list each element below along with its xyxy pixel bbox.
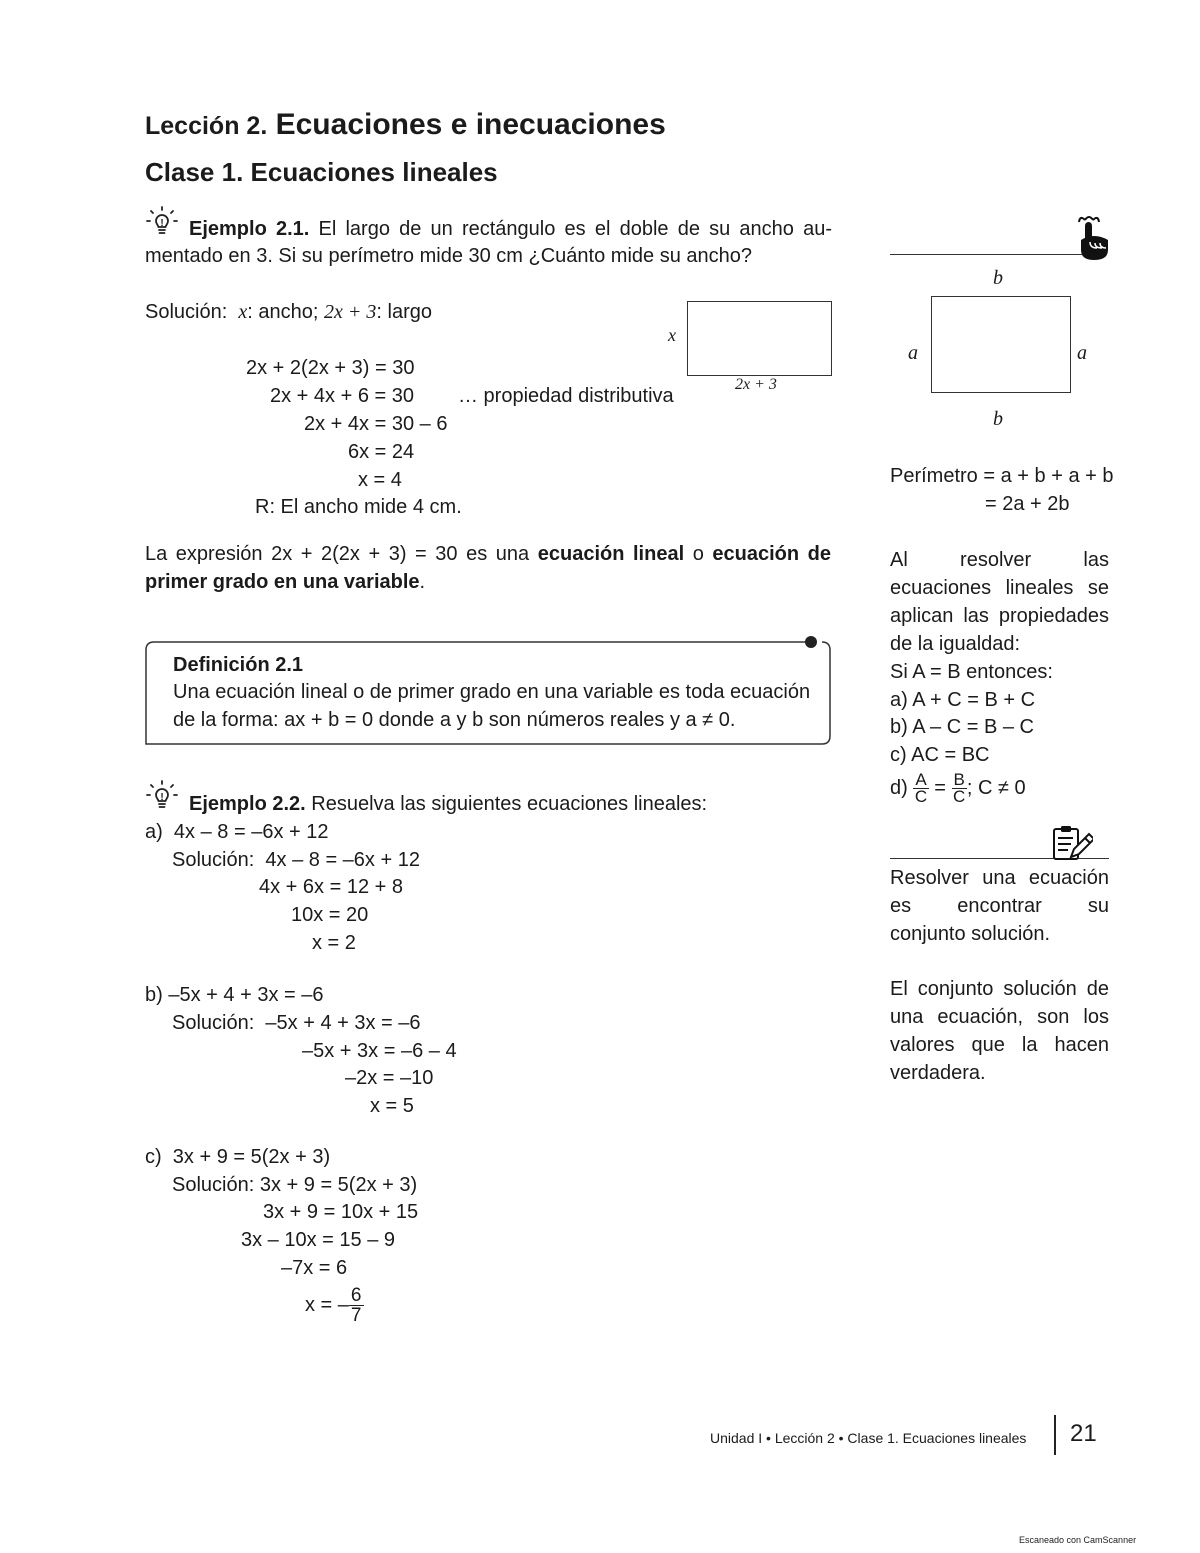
- footer-divider: [1054, 1415, 1056, 1455]
- rectangle-diagram: [687, 301, 832, 376]
- solve-text: Resolver una ecuación es encontrar su conjunto solución.: [890, 867, 1109, 945]
- lesson-title: Lección 2. Ecuaciones e inecuaciones: [145, 108, 666, 141]
- example1-step: 2x + 4x = 30 – 6: [304, 413, 448, 435]
- rect-top-label: b: [993, 267, 1003, 289]
- property-b: b) A – C = B – C: [890, 716, 1034, 738]
- definition-title: Definición 2.1: [173, 654, 304, 676]
- example1-step: x = 4: [358, 469, 402, 491]
- example2b-step: x = 5: [370, 1095, 414, 1117]
- expression-note-line2: primer grado en una variable.: [145, 571, 426, 593]
- clipboard-pencil-icon: [1051, 824, 1093, 862]
- example1-step: 6x = 24: [348, 441, 415, 463]
- example1-line1: Ejemplo 2.1. El largo de un rectángulo es el doble de su ancho au-: [189, 218, 832, 240]
- example2a-equation: a) 4x – 8 = –6x + 12: [145, 821, 329, 843]
- example2b-solution: Solución: –5x + 4 + 3x = –6: [172, 1012, 421, 1034]
- rect-left-label: a: [908, 342, 918, 364]
- fraction: $\frac{B}{C}$: [953, 770, 966, 806]
- example1-step: 2x + 2(2x + 3) = 30: [246, 357, 415, 379]
- svg-text:!: !: [160, 792, 164, 803]
- finger-ribbon-icon: [1076, 212, 1112, 262]
- perimeter-line2: = 2a + 2b: [985, 493, 1070, 515]
- rect-bottom-b-label: b: [993, 408, 1003, 430]
- rect-right-label: a: [1077, 342, 1087, 364]
- example2c-final: x = – $\frac{6}{7}$: [305, 1285, 362, 1326]
- perimeter-line1: Perímetro = a + b + a + b: [890, 465, 1114, 487]
- page-number: 21: [1070, 1420, 1097, 1447]
- example1-answer: R: El ancho mide 4 cm.: [255, 496, 462, 518]
- rect-side-label: x: [668, 325, 676, 345]
- property-d: d) $\frac{A}{C}$ = $\frac{B}{C}$ ; C ≠ 0: [890, 770, 1026, 806]
- fraction: $\frac{6}{7}$: [350, 1285, 362, 1326]
- example2c-step: 3x – 10x = 15 – 9: [241, 1229, 396, 1251]
- sidebar-rule: [890, 254, 1086, 255]
- example2-intro: Ejemplo 2.2. Resuelva las siguientes ecuaciones lineales:: [189, 793, 708, 815]
- example1-step: 2x + 4x + 6 = 30: [270, 385, 414, 407]
- if-line: Si A = B entonces:: [890, 661, 1053, 683]
- lightbulb-icon: [146, 206, 178, 238]
- footer-text: Unidad I • Lección 2 • Clase 1. Ecuaciones lineales: [710, 1430, 1027, 1446]
- expression-note-line1: La expresión 2x + 2(2x + 3) = 30 es una ecuación lineal o ecuación de: [145, 543, 831, 565]
- properties-text: Al resolver las ecuaciones lineales se aplican las propiedades de la igualdad:: [890, 549, 1109, 655]
- definition-line1: Una ecuación lineal o de primer grado en una variable es toda ecuación: [173, 681, 811, 703]
- class-title: Clase 1. Ecuaciones lineales: [145, 157, 498, 187]
- solution-set-text: El conjunto solución de una ecuación, son los valores que la hacen verdadera.: [890, 978, 1109, 1084]
- example2a-step: 4x + 6x = 12 + 8: [259, 876, 403, 898]
- lightbulb-icon: [146, 780, 178, 812]
- svg-text:!: !: [160, 218, 164, 229]
- example2a-step: x = 2: [312, 932, 356, 954]
- definition-line2: de la forma: ax + b = 0 donde a y b son números reales y a ≠ 0.: [173, 709, 736, 731]
- property-note: … propiedad distributiva: [458, 385, 674, 407]
- property-c: c) AC = BC: [890, 744, 990, 766]
- sidebar-rectangle: [931, 296, 1071, 393]
- example2a-solution: Solución: 4x – 8 = –6x + 12: [172, 849, 420, 871]
- example2a-step: 10x = 20: [291, 904, 369, 926]
- example1-line2: mentado en 3. Si su perímetro mide 30 cm ¿Cuánto mide su ancho?: [145, 245, 752, 267]
- scanner-watermark: Escaneado con CamScanner: [1019, 1535, 1137, 1545]
- example1-solution-header: Solución: x: ancho; 2x + 3: largo: [145, 301, 432, 323]
- example2b-step: –5x + 3x = –6 – 4: [302, 1040, 457, 1062]
- rect-bottom-label: 2x + 3: [735, 376, 777, 393]
- example2b-equation: b) –5x + 4 + 3x = –6: [145, 984, 324, 1006]
- example2c-solution: Solución: 3x + 9 = 5(2x + 3): [172, 1174, 418, 1196]
- property-a: a) A + C = B + C: [890, 689, 1036, 711]
- example2c-step: 3x + 9 = 10x + 15: [263, 1201, 419, 1223]
- example2c-equation: c) 3x + 9 = 5(2x + 3): [145, 1146, 331, 1168]
- example2b-step: –2x = –10: [345, 1067, 434, 1089]
- fraction: $\frac{A}{C}$: [914, 770, 928, 806]
- example2c-step: –7x = 6: [281, 1257, 348, 1279]
